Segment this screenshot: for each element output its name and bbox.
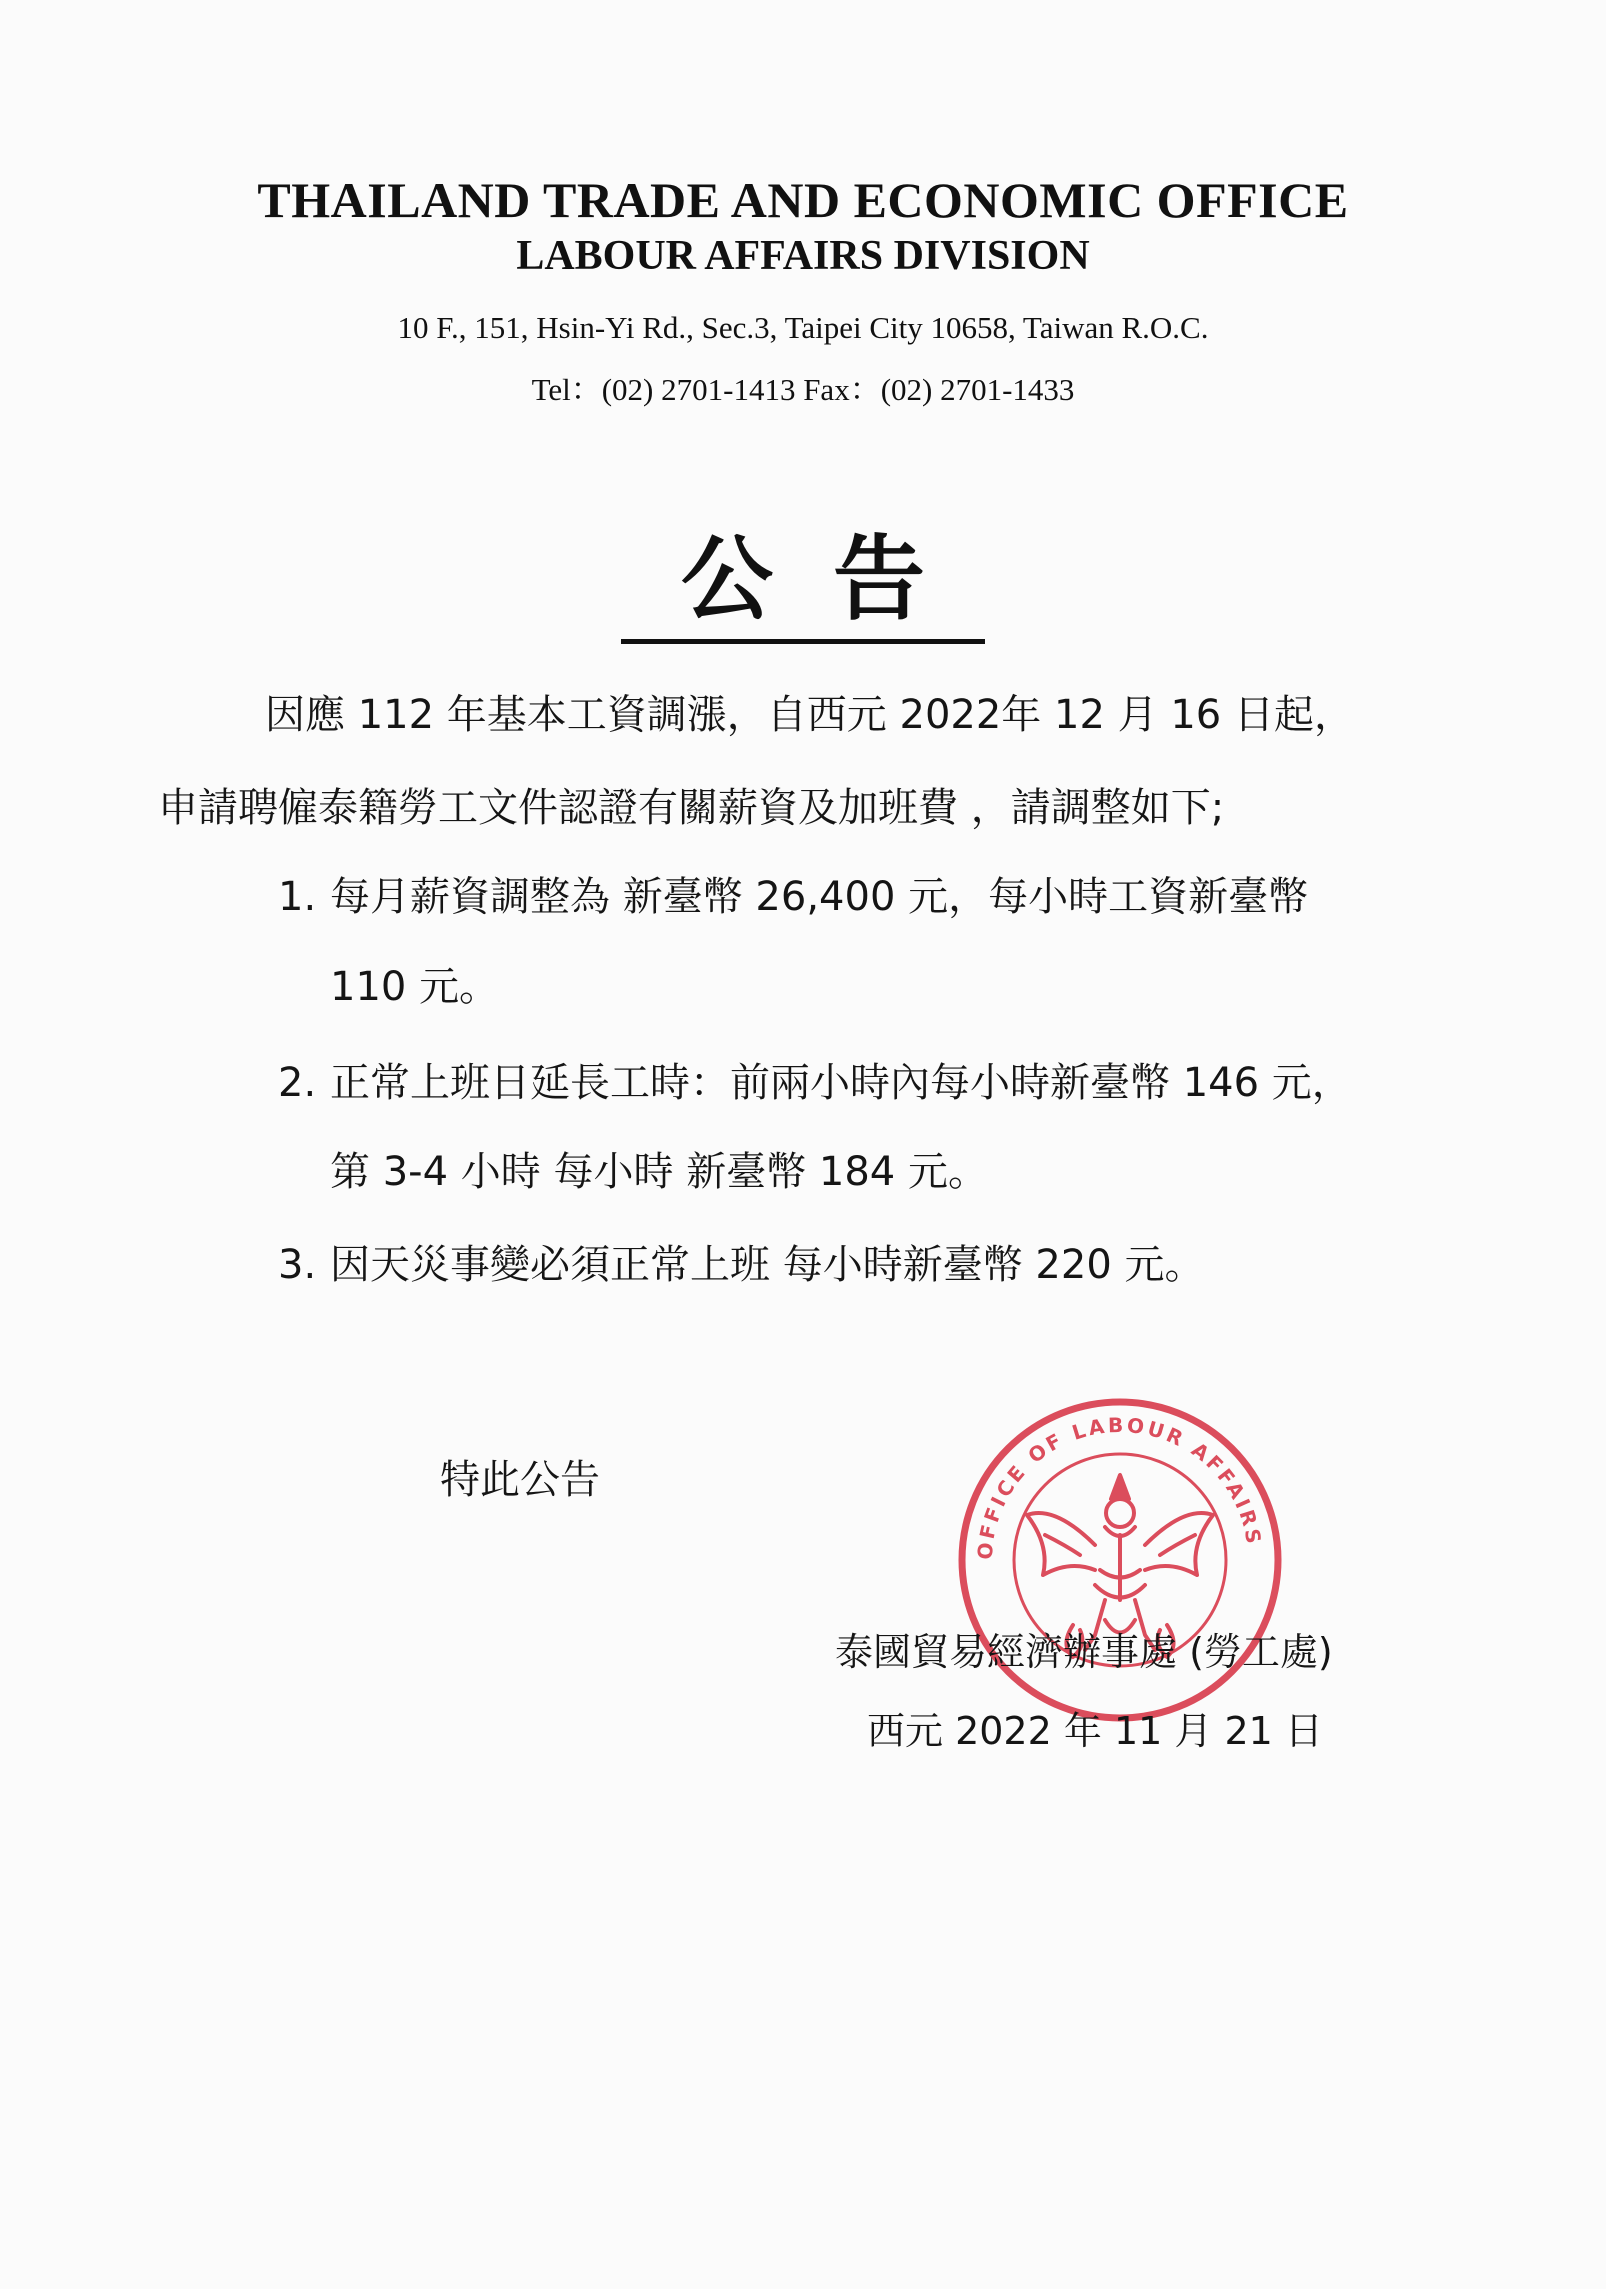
issue-date: 西元 2022 年 11 月 21 日 [867,1709,1323,1753]
office-address: 10 F., 151, Hsin-Yi Rd., Sec.3, Taipei City 10658, Taiwan R.O.C. [397,310,1209,345]
item-1-line-1: 每月薪資調整為 新臺幣 26,400 元，每小時工資新臺幣 [330,874,1309,920]
division-name: LABOUR AFFAIRS DIVISION [516,233,1090,279]
letterhead [0,170,1606,410]
item-3-number: 3. [278,1242,317,1288]
closing-text: 特此公告 [440,1457,600,1503]
organization-name: THAILAND TRADE AND ECONOMIC OFFICE [257,172,1349,228]
contact-numbers: Tel：(02) 2701-1413 Fax：(02) 2701-1433 [531,372,1075,407]
intro-line-1: 因應 112 年基本工資調漲，自西元 2022年 12 月 16 日起， [265,692,1354,738]
item-2-line-2: 第 3-4 小時 每小時 新臺幣 184 元。 [330,1149,988,1195]
issuing-office: 泰國貿易經濟辦事處 (勞工處) [835,1630,1333,1674]
item-1-line-2: 110 元。 [330,964,500,1010]
intro-line-2: 申請聘僱泰籍勞工文件認證有關薪資及加班費 ，請調整如下; [158,785,1225,831]
item-2-line-1: 正常上班日延長工時：前兩小時內每小時新臺幣 146 元， [330,1060,1352,1106]
notice-title-text: 公告 [621,526,985,644]
notice-title [0,525,1606,635]
item-1-number: 1. [278,874,317,920]
item-3-line-1: 因天災事變必須正常上班 每小時新臺幣 220 元。 [330,1242,1205,1288]
item-2-number: 2. [278,1060,317,1106]
seal-text: OFFICE OF LABOUR AFFAIRS [972,1412,1267,1561]
